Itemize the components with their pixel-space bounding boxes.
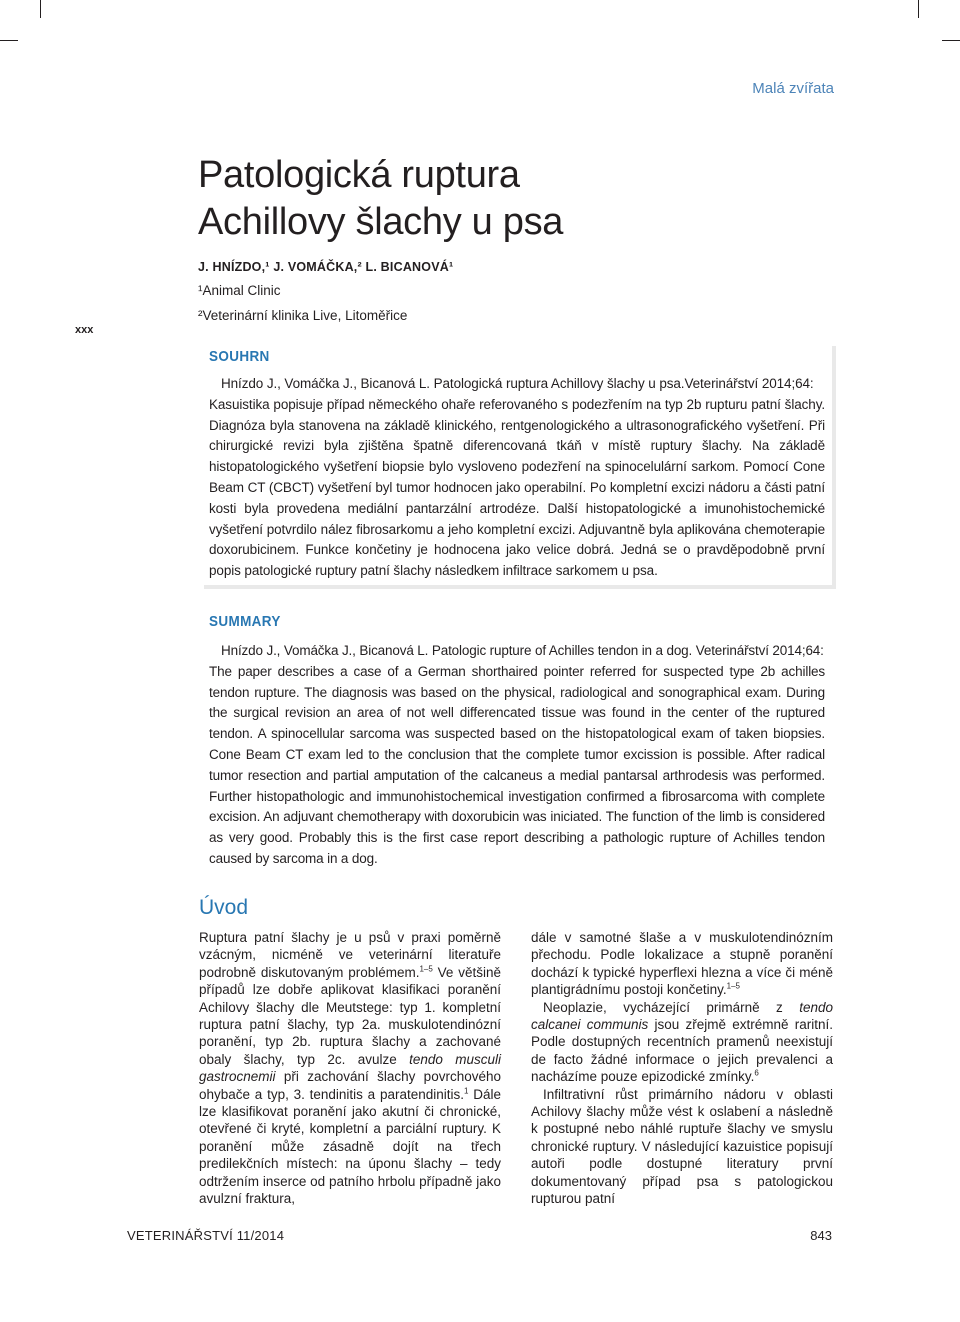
- authors: J. HNÍZDO,¹ J. VOMÁČKA,² L. BICANOVÁ¹: [198, 260, 454, 274]
- citation-ref: 1–5: [726, 981, 740, 991]
- citation-ref: 1: [464, 1086, 469, 1096]
- col2-text-2b: jsou zřejmě extrémně raritní. Podle dostupných recentních pramenů neexistují de facto žádné informace o jejich prevalenci a nacházíme pouze epizodické zmínky.: [531, 1017, 834, 1085]
- col1-italic: tendo musculi gastrocnemii: [199, 1051, 501, 1085]
- citation-ref: 1–5: [419, 964, 433, 974]
- summary-body: [209, 641, 825, 870]
- uvod-heading: Úvod: [199, 896, 249, 919]
- section-label: Malá zvířata: [752, 80, 834, 97]
- summary-heading: SUMMARY: [209, 613, 281, 630]
- crop-mark: [918, 0, 919, 18]
- souhrn-body: [209, 374, 825, 582]
- col1-text-d: Dále lze klasifikovat poranění jako akutní či chronické, otevřené či kryté, kompletní a parciální ruptury. K poranění může zásadně dojít na třech predilekčních místech: na úponu šlachy – tedy odtržením inserce od patního hrbolu případně jako avulzní fraktura,: [199, 1086, 501, 1207]
- page-number: 843: [810, 1228, 832, 1243]
- souhrn-citation: Hnízdo J., Vomáčka J., Bicanová L. Patologická ruptura Achillovy šlachy u psa.Veterinářství 2014;64:: [221, 376, 814, 391]
- col2-text-2a: Neoplazie, vycházející primárně z: [543, 999, 800, 1015]
- citation-ref: 6: [754, 1068, 759, 1078]
- col1-paragraph: [199, 929, 501, 1208]
- col1-text-a: Ruptura patní šlachy je u psů v praxi poměrně vzácným, nicméně ve veterinární literatuře podrobně diskutovaným problémem.: [199, 930, 501, 980]
- affiliation-2: ²Veterinární klinika Live, Litoměřice: [198, 308, 408, 323]
- article-title: [198, 152, 818, 246]
- col1-text-c: při zachování šlachy povrchového ohybače a typ, 3. tendinitis a paratendinitis.: [199, 1069, 501, 1102]
- crop-mark: [0, 40, 18, 41]
- box-shadow-right: [832, 346, 836, 589]
- box-shadow-bottom: [204, 585, 836, 589]
- col1-text-b: Ve většině případů lze dobře aplikovat klasifikaci poranění Achilovy šlachy dle Meutstege: typ 1. kompletní ruptura patní šlachy, typ 2a. muskulotendinózní poranění, typ 2b. ruptura šlachy a zachované obaly šlachy, typ 2c. avulze: [199, 964, 501, 1067]
- sidebar-code: xxx: [75, 324, 94, 336]
- col2-paragraph-1: [531, 929, 833, 999]
- col2-italic: tendo calcanei communis: [531, 999, 833, 1033]
- col2-paragraph-3: Infiltrativní růst primárního nádoru v oblasti Achilovy šlachy může vést k oslabení a následně k postupné nebo náhlé ruptuře šlachy ve smyslu chronické ruptury. V následující kazuistice popisují autoři podle dostupné literatury první dokumentovaný případ psa s patologickou rupturou patní: [531, 1086, 833, 1207]
- body-column-2: [531, 929, 833, 1208]
- footer-journal: VETERINÁŘSTVÍ 11/2014: [127, 1228, 285, 1243]
- title-line-1: Patologická ruptura: [198, 154, 520, 196]
- title-line-2: Achillovy šlachy u psa: [198, 201, 564, 243]
- col2-paragraph-2: [531, 999, 833, 1086]
- summary-citation: Hnízdo J., Vomáčka J., Bicanová L. Patologic rupture of Achilles tendon in a dog. Veterinářství 2014;64:: [221, 643, 824, 658]
- souhrn-heading: SOUHRN: [209, 348, 270, 365]
- body-column-1: [199, 929, 501, 1208]
- souhrn-text: Kasuistika popisuje případ německého ohaře referovaného s podezřením na typ 2b rupturu patní šlachy. Diagnóza byla stanovena na základě klinického, rentgenologického a ultrasonografického vyšetření. Při chirurgické revizi byla zjištěna špatně diferencovaná tkáň v místě ruptury šlachy. Na základě histopatologického vyšetření biopsie bylo vysloveno podezření na spinocelulární sarkom. Pomocí Cone Beam CT (CBCT) vyšetření byl tumor hodnocen jako operabilní. Po kompletní excizi nádoru a části patní kosti byla provedena mediální pantarzální artrodéze. Další histopatologické a imunohistochemické vyšetření potvrdilo nález fibrosarkomu a jeho kompletní excizi. Adjuvantně byla aplikována chemoterapie doxorubicinem. Funkce končetiny je hodnocena jako velice dobrá. Jedná se o pravděpodobně první popis patologické ruptury patní šlachy následkem infiltrace sarkomem u psa.: [209, 396, 825, 579]
- crop-mark: [942, 40, 960, 41]
- col2-text-1: dále v samotné šlaše a v muskulotendinózním přechodu. Podle lokalizace a stupně poranění dochází k typické hyperflexi hlezna a více či méně plantigrádnímu postoji končetiny.: [531, 930, 833, 998]
- crop-mark: [40, 0, 41, 18]
- summary-text: The paper describes a case of a German shorthaired pointer referred for suspected type 2b achilles tendon rupture. The diagnosis was based on the physical, radiological and sonographical exam. During the surgical revision an area of not well differencated tissue was found in the center of the ruptured tendon. A spinocellular sarcoma was suspected based on the histopatological exam of taken biopsies. Cone Beam CT exam led to the conclusion that the complete tumor excission is possible. After radical tumor resection and partial amputation of the calcaneus a medial pantarsal arthrodesis was performed. Further histopathologic and immunohistochemical investigation confirmed a fibrosarcoma with complete excision. An adjuvant chemotherapy with doxorubicin was iniciated. The function of the limb is considered as very good. Probably this is the first case report describing a pathologic rupture of Achilles tendon caused by sarcoma in a dog.: [209, 663, 825, 866]
- affiliation-1: ¹Animal Clinic: [198, 283, 281, 298]
